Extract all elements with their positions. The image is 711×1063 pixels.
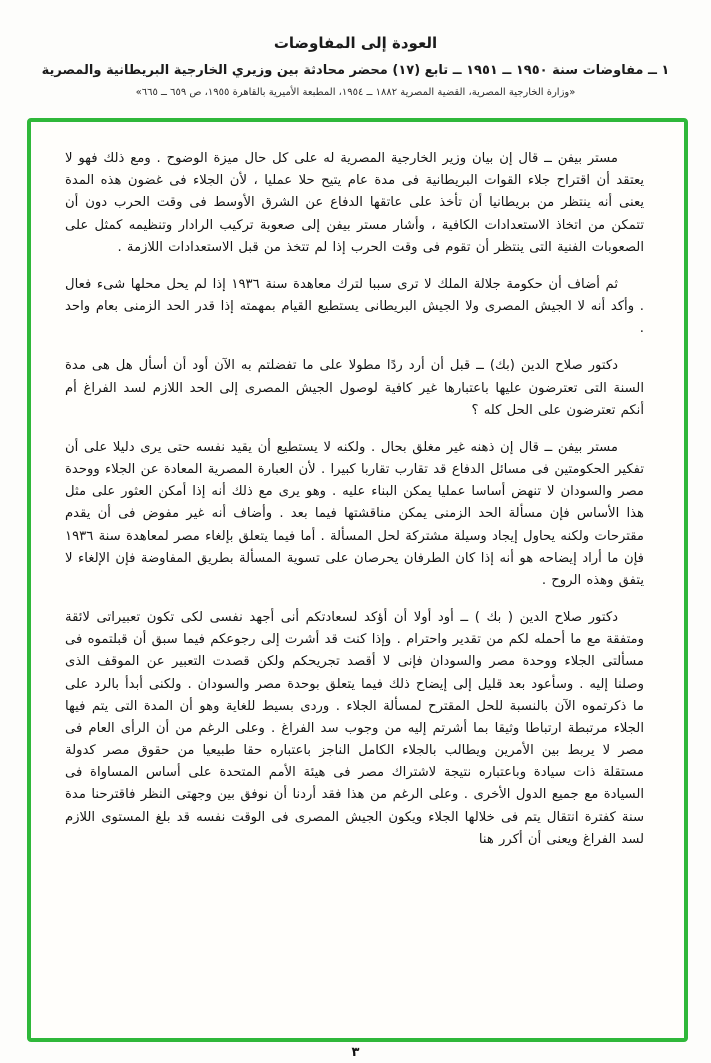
document-subtitle: ١ ــ مفاوضات سنة ١٩٥٠ ــ ١٩٥١ ــ تابع (١٧) محضر محادثة بين وزيري الخارجية البريطانية والمصرية [41,63,670,78]
source-citation: «وزارة الخارجية المصرية، القضية المصرية ١٨٨٢ ــ ١٩٥٤، المطبعة الأميرية بالقاهرة ١٩٥٥، ص ٦٥٩ ــ ٦٦٥» [135,87,576,98]
page-number: ٣ [351,1045,360,1060]
paragraph-bevin-2: ثم أضاف أن حكومة جلالة الملك لا ترى سببا لترك معاهدة سنة ١٩٣٦ إذا لم يحل محلها شىء فعال . وأكد أنه لا الجيش المصرى ولا الجيش البريطانى يستطيع القيام بمهمته إذا قدر الحد الزمنى بعام واحد . [65,276,644,337]
highlighted-text-frame [27,118,688,1042]
paragraph-salaheldin-1: دكتور صلاح الدين (بك) ــ قبل أن أرد ردًا مطولا على ما تفضلتم به الآن أود أن أسأل هل هى مدة السنة التى تعترضون عليها باعتبارها غير كافية لوصول الجيش المصرى إلى الحد اللازم لسد الفراغ أم أنكم تعترضون على الحل كله ؟ [65,358,644,418]
paragraph-salaheldin-2: دكتور صلاح الدين ( بك ) ــ أود أولا أن أؤكد لسعادتكم أنى أجهد نفسى لكى تكون تعبيراتى لائقة ومتفقة مع ما أحمله لكم من تقدير واحترام . وإذا كنت قد أشرت إلى رجوعكم فيما سبق أن قبلتموه فى مسألتى الجلاء ووحدة مصر والسودان فإنى لا أقصد تجريحكم ولكن قصدت التعبير عن الموقف الذى وصلنا إليه . وسأعود بعد قليل إلى إيضاح ذلك فيما يتعلق بوحدة مصر والسودان . ولكنى أبدأ بالرد على ما ذكرتموه الآن بالنسبة للحل المقترح لمسألة الجلاء . وردى بسيط للغاية وهو أن المدة التى يتم فيها الجلاء مرتبطة ارتباطا وثيقا بما أشرتم إليه من وجوب سد الفراغ . وعلى الرغم من أن الرأى العام فى مصر لا يربط بين الأمرين ويطالب بالجلاء الكامل الناجز باعتباره حقا طبيعيا من حقوق مصر كدولة مستقلة ذات سيادة وباعتباره نتيجة لاشتراك مصر فى هيئة الأمم المتحدة على أساس المساواة فى السيادة مع جميع الدول الأخرى . وعلى الرغم من هذا فقد أردنا أن نوفق بين وجهتى النظر فاقترحنا مدة سنة كفترة انتقال يتم فى خلالها الجلاء ويكون الجيش المصرى فى الوقت نفسه قد بلغ المستوى اللازم لسد الفراغ ويعنى أن أكرر هنا [65,610,644,847]
paragraph-bevin-3: مستر بيفن ــ قال إن ذهنه غير مغلق بحال . ولكنه لا يستطيع أن يقيد نفسه حتى يرى دليلا على أن تفكير الحكومتين فى مسائل الدفاع قد تقارب تقاربا كبيرا . لأن العبارة المصرية المعادة عن الجلاء ووحدة مصر والسودان لا تنهض أساسا عمليا يمكن البناء عليه . وهو يرى مع ذلك أنه إذا أمكن العثور على مثل هذا الأساس فإن مسألة الحد الزمنى يمكن مناقشتها فيما بعد . وأضاف أنه غير مفوض فى أن يقدم مقترحات ولكنه يحاول إيجاد وسيلة مشتركة لحل المسألة . أما فيما يتعلق بإلغاء مصر لمعاهدة سنة ١٩٣٦ فإن ما أراد إيضاحه هو أنه إذا كان الطرفان يحرصان على تسوية المسألة بطريق المفاوضة فإن الإلغاء لا يتفق وهذه الروح . [65,439,644,588]
page-title: العودة إلى المفاوضات [273,34,438,52]
paragraph-bevin-1: مستر بيفن ــ قال إن بيان وزير الخارجية المصرية له على كل حال ميزة الوضوح . ومع ذلك فهو لا يعتقد أن اقتراح جلاء القوات البريطانية فى مدة عام يتيح حلا عمليا ، لأن الجلاء فى غضون هذه المدة يعنى أنه ينتظر من بريطانيا أن تأخذ على عاتقها الدفاع عن الشرق الأوسط فى وقت الحرب دون أن تتمكن من اتخاذ الاستعدادات الكافية ، وأشار مستر بيفن إلى صعوبة تركيب الرادار وتنظيمه كمثل على الصعوبات الفنية التى ينتظر أن تقوم فى وقت الحرب إذا لم تتخذ من قبل الاستعدادات اللازمة . [65,151,644,255]
document-header [0,0,711,98]
